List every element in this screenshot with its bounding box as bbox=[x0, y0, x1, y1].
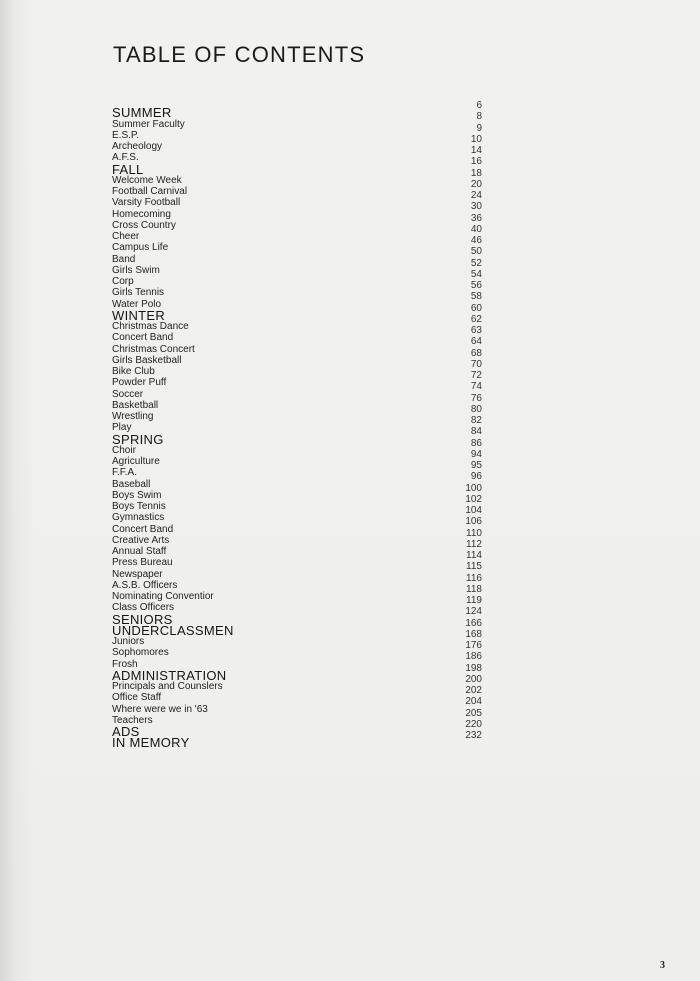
entry-page-number: 56 bbox=[470, 280, 482, 291]
entry-page-number: 198 bbox=[465, 662, 482, 674]
entry-title: Concert Band bbox=[112, 332, 174, 344]
entry-page-number: 36 bbox=[470, 212, 482, 224]
entry-page-number: 124 bbox=[465, 606, 482, 618]
entry-page-number: 76 bbox=[470, 392, 482, 404]
entry-page-number: 62 bbox=[470, 313, 482, 325]
entry-page-number: 72 bbox=[470, 370, 482, 381]
entry-page-number: 58 bbox=[470, 291, 482, 303]
entry-title: Corp bbox=[112, 276, 134, 287]
entry-title: Newspaper bbox=[112, 568, 163, 580]
section-title: SPRING bbox=[112, 431, 164, 447]
entry-page-number: 84 bbox=[470, 426, 482, 438]
entry-page-number: 118 bbox=[466, 583, 482, 595]
entry-title: Christmas Concert bbox=[112, 343, 195, 355]
entry-page-number: 8 bbox=[476, 111, 482, 123]
entry-page-number: 114 bbox=[466, 550, 482, 561]
entry-title: Football Carnival bbox=[112, 186, 188, 197]
entry-title: Water Polo bbox=[112, 298, 162, 310]
entry-page-number: 202 bbox=[465, 685, 482, 696]
entry-title: Christmas Dance bbox=[112, 321, 189, 332]
section-title: SENIORS bbox=[112, 611, 173, 627]
entry-page-number: 104 bbox=[465, 505, 482, 516]
toc-entry bbox=[112, 111, 482, 130]
entry-page-number: 24 bbox=[470, 190, 482, 201]
entry-title: Agriculture bbox=[112, 456, 160, 467]
entry-title: Principals and Counslers bbox=[112, 681, 223, 692]
entry-page-number: 60 bbox=[470, 302, 482, 314]
section-title: UNDERCLASSMEN bbox=[112, 622, 234, 638]
entry-page-number: 166 bbox=[465, 617, 482, 629]
entry-title: Teachers bbox=[112, 714, 153, 726]
entry-title: A.S.B. Officers bbox=[112, 579, 178, 591]
entry-title: E.S.P. bbox=[112, 129, 140, 141]
entry-page-number: 46 bbox=[470, 235, 482, 246]
entry-page-number: 106 bbox=[465, 516, 482, 528]
entry-title: Creative Arts bbox=[112, 534, 170, 546]
entry-title: Girls Swim bbox=[112, 264, 160, 276]
entry-title: Sophomores bbox=[112, 647, 169, 659]
entry-page-number: 176 bbox=[465, 640, 482, 651]
entry-page-number: 82 bbox=[470, 415, 482, 426]
entry-title: Archeology bbox=[112, 141, 163, 152]
entry-page-number: 52 bbox=[470, 257, 482, 269]
entry-title: Homecoming bbox=[112, 208, 171, 220]
entry-page-number: 204 bbox=[465, 696, 482, 708]
entry-page-number: 70 bbox=[470, 358, 482, 370]
entry-page-number: 54 bbox=[470, 268, 482, 280]
page-title: TABLE OF CONTENTS bbox=[113, 42, 366, 67]
entry-title: Annual Staff bbox=[112, 546, 167, 557]
entry-title: Play bbox=[112, 422, 132, 434]
entry-title: Juniors bbox=[112, 636, 145, 647]
entry-title: Wrestling bbox=[112, 411, 154, 422]
entry-page-number: 6 bbox=[476, 100, 482, 111]
entry-page-number: 110 bbox=[466, 527, 482, 539]
entry-page-number: 200 bbox=[465, 673, 482, 685]
entry-title: Office Staff bbox=[112, 692, 162, 704]
entry-page-number: 68 bbox=[470, 347, 482, 359]
entry-title: Where were we in '63 bbox=[112, 703, 208, 715]
entry-title: Powder Puff bbox=[112, 377, 167, 389]
entry-page-number: 116 bbox=[466, 572, 482, 584]
entry-page-number: 40 bbox=[470, 223, 482, 235]
entry-title: Frosh bbox=[112, 658, 138, 670]
section-title: FALL bbox=[112, 161, 144, 177]
entry-page-number: 63 bbox=[470, 325, 482, 336]
section-title: WINTER bbox=[112, 307, 166, 323]
entry-title: Boys Swim bbox=[112, 489, 162, 501]
section-title: ADMINISTRATION bbox=[112, 667, 227, 683]
entry-page-number: 14 bbox=[470, 145, 482, 156]
entry-title: Concert Band bbox=[112, 523, 174, 535]
entry-page-number: 220 bbox=[465, 718, 482, 730]
page-number: 3 bbox=[660, 960, 665, 971]
entry-page-number: 80 bbox=[470, 403, 482, 415]
entry-title: Class Officers bbox=[112, 602, 175, 614]
entry-title: Cross Country bbox=[112, 219, 176, 231]
entry-page-number: 112 bbox=[466, 538, 482, 550]
entry-page-number: 168 bbox=[465, 628, 482, 640]
entry-page-number: 100 bbox=[465, 482, 482, 494]
entry-page-number: 186 bbox=[465, 651, 482, 663]
entry-title: Soccer bbox=[112, 388, 144, 400]
entry-title: A.F.S. bbox=[112, 152, 139, 164]
entry-title: Basketball bbox=[112, 399, 159, 411]
entry-page-number: 16 bbox=[470, 156, 482, 168]
entry-title: Campus Life bbox=[112, 242, 169, 254]
entry-page-number: 119 bbox=[466, 595, 482, 606]
entry-page-number: 9 bbox=[476, 122, 482, 134]
entry-title: Nominating Conventior bbox=[112, 591, 214, 602]
entry-title: Band bbox=[112, 253, 136, 265]
entry-page-number: 30 bbox=[470, 201, 482, 213]
entry-page-number: 50 bbox=[470, 246, 482, 258]
entry-page-number: 18 bbox=[470, 167, 482, 179]
entry-title: Boys Tennis bbox=[112, 501, 166, 512]
entry-title: Welcome Week bbox=[112, 174, 182, 186]
entry-title: Cheer bbox=[112, 231, 140, 242]
entry-title: Bike Club bbox=[112, 366, 155, 377]
entry-title: Girls Basketball bbox=[112, 354, 182, 366]
entry-page-number: 10 bbox=[470, 133, 482, 145]
entry-page-number: 94 bbox=[470, 448, 482, 460]
entry-page-number: 232 bbox=[465, 730, 482, 741]
toc-section-heading bbox=[112, 100, 482, 121]
entry-page-number: 64 bbox=[470, 336, 482, 348]
entry-page-number: 102 bbox=[465, 493, 482, 505]
entry-title: Baseball bbox=[112, 478, 151, 490]
table-of-contents bbox=[112, 100, 482, 751]
section-title: IN MEMORY bbox=[112, 735, 190, 751]
entry-title: Girls Tennis bbox=[112, 287, 165, 299]
entry-title: F.F.A. bbox=[112, 467, 138, 479]
entry-page-number: 20 bbox=[470, 178, 482, 190]
entry-page-number: 115 bbox=[466, 561, 482, 573]
section-title: SUMMER bbox=[112, 105, 172, 121]
entry-page-number: 96 bbox=[470, 471, 482, 483]
entry-page-number: 74 bbox=[470, 381, 482, 393]
entry-title: Summer Faculty bbox=[112, 118, 185, 130]
entry-page-number: 205 bbox=[465, 707, 482, 719]
entry-title: Gymnastics bbox=[112, 512, 165, 524]
entry-page-number: 86 bbox=[470, 437, 482, 449]
section-title: ADS bbox=[112, 724, 140, 739]
entry-title: Press Bureau bbox=[112, 557, 173, 569]
entry-page-number: 95 bbox=[470, 460, 482, 471]
entry-title: Choir bbox=[112, 444, 136, 456]
entry-title: Varsity Football bbox=[112, 197, 181, 209]
